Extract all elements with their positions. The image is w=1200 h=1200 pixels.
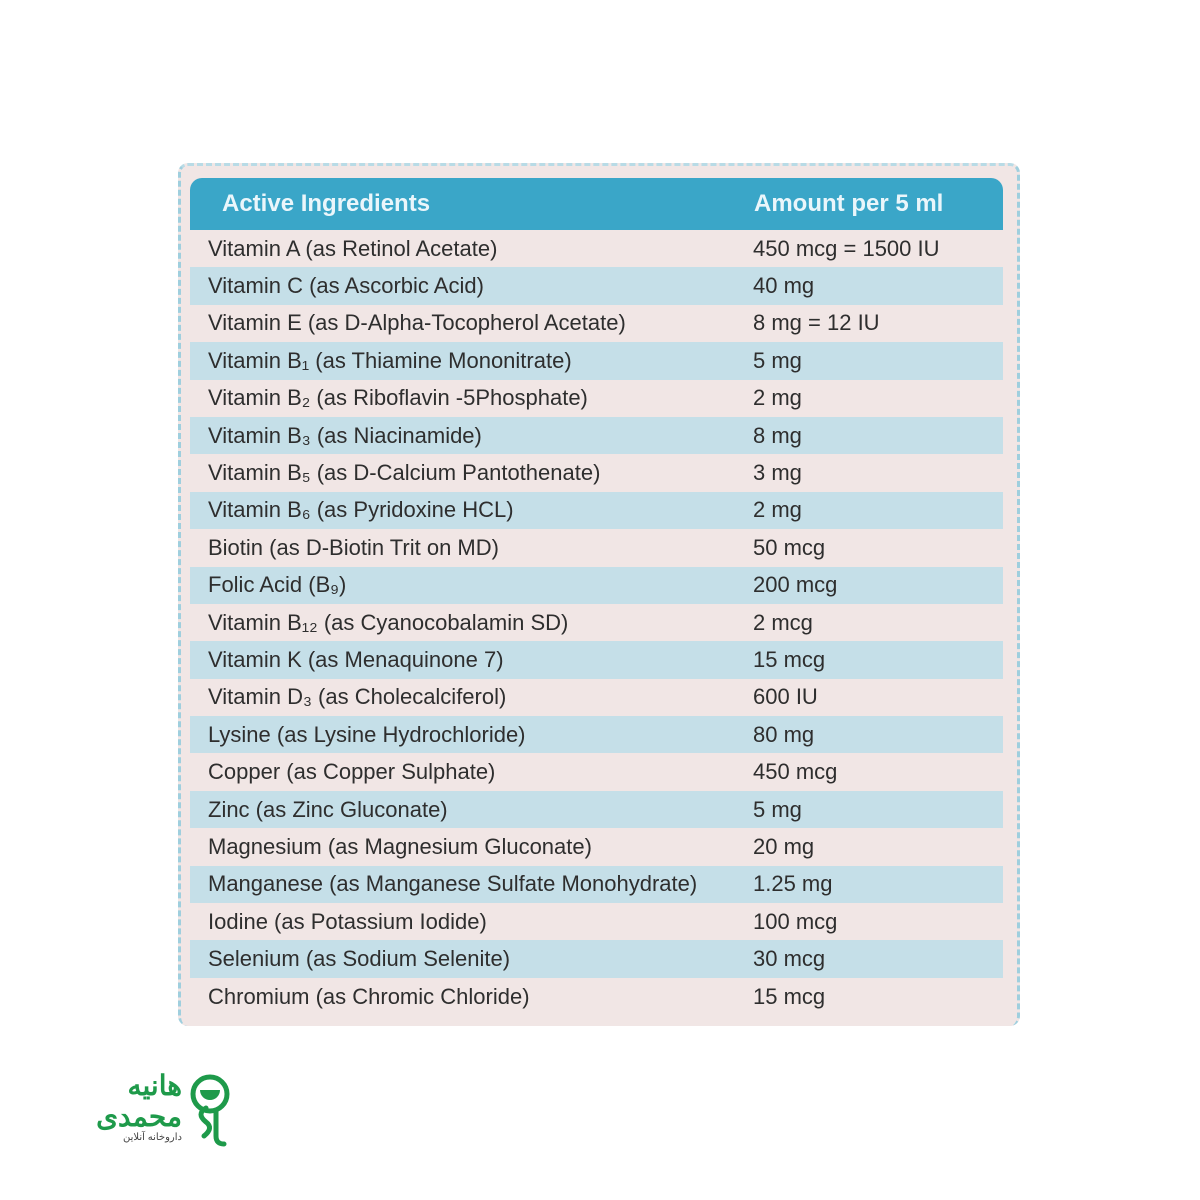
ingredient-amount: 600 IU bbox=[753, 684, 818, 710]
ingredient-name: Zinc (as Zinc Gluconate) bbox=[208, 796, 448, 822]
ingredient-amount: 2 mg bbox=[753, 497, 802, 523]
ingredient-amount: 100 mcg bbox=[753, 908, 838, 934]
table-row bbox=[190, 679, 1003, 716]
table-row bbox=[190, 230, 1003, 267]
table-row bbox=[190, 791, 1003, 828]
ingredient-amount: 2 mcg bbox=[753, 609, 813, 635]
table-row bbox=[190, 380, 1003, 417]
table-row bbox=[190, 454, 1003, 491]
ingredient-name: Iodine (as Potassium Iodide) bbox=[208, 908, 487, 934]
logo-subtitle: داروخانه آنلاین bbox=[123, 1132, 182, 1143]
ingredient-amount: 3 mg bbox=[753, 460, 802, 486]
table-row bbox=[190, 940, 1003, 977]
ingredient-amount: 5 mg bbox=[753, 796, 802, 822]
ingredient-amount: 1.25 mg bbox=[753, 871, 833, 897]
ingredient-amount: 80 mg bbox=[753, 721, 815, 747]
ingredient-amount: 30 mcg bbox=[753, 946, 826, 972]
ingredient-name: Vitamin C (as Ascorbic Acid) bbox=[208, 273, 484, 299]
ingredient-name: Copper (as Copper Sulphate) bbox=[208, 759, 496, 785]
table-row bbox=[190, 342, 1003, 379]
ingredient-amount: 8 mg bbox=[753, 422, 802, 448]
table-row bbox=[190, 866, 1003, 903]
table-row bbox=[190, 716, 1003, 753]
ingredient-name: Vitamin B₃ (as Niacinamide) bbox=[208, 422, 482, 448]
table-row bbox=[190, 305, 1003, 342]
table-row bbox=[190, 903, 1003, 940]
ingredient-name: Vitamin A (as Retinol Acetate) bbox=[208, 235, 498, 261]
ingredient-name: Chromium (as Chromic Chloride) bbox=[208, 983, 530, 1009]
ingredient-name: Vitamin B₁₂ (as Cyanocobalamin SD) bbox=[208, 609, 569, 635]
ingredient-name: Vitamin B₅ (as D-Calcium Pantothenate) bbox=[208, 460, 601, 486]
ingredient-name: Vitamin D₃ (as Cholecalciferol) bbox=[208, 684, 507, 710]
ingredients-table bbox=[190, 178, 1003, 1015]
ingredient-amount: 8 mg = 12 IU bbox=[753, 310, 880, 336]
ingredient-amount: 2 mg bbox=[753, 385, 802, 411]
ingredient-amount: 200 mcg bbox=[753, 572, 838, 598]
table-row bbox=[190, 492, 1003, 529]
table-body bbox=[190, 230, 1003, 1015]
ingredient-amount: 450 mcg = 1500 IU bbox=[753, 235, 940, 261]
ingredient-amount: 20 mg bbox=[753, 833, 815, 859]
table-row bbox=[190, 828, 1003, 865]
ingredient-name: Selenium (as Sodium Selenite) bbox=[208, 946, 511, 972]
header-ingredients: Active Ingredients bbox=[222, 190, 431, 217]
table-row bbox=[190, 641, 1003, 678]
logo-name-line2: محمدی bbox=[96, 1101, 182, 1132]
ingredient-name: Vitamin B₁ (as Thiamine Mononitrate) bbox=[208, 347, 572, 373]
table-row bbox=[190, 978, 1003, 1015]
ingredient-amount: 50 mcg bbox=[753, 534, 826, 560]
table-row bbox=[190, 417, 1003, 454]
ingredient-name: Biotin (as D-Biotin Trit on MD) bbox=[208, 534, 499, 560]
ingredient-name: Vitamin B₆ (as Pyridoxine HCL) bbox=[208, 497, 514, 523]
ingredient-amount: 40 mg bbox=[753, 273, 815, 299]
ingredient-name: Magnesium (as Magnesium Gluconate) bbox=[208, 833, 592, 859]
table-row bbox=[190, 567, 1003, 604]
table-header bbox=[190, 178, 1003, 230]
ingredient-name: Lysine (as Lysine Hydrochloride) bbox=[208, 721, 526, 747]
logo-name-line1: هانیه bbox=[127, 1070, 182, 1101]
ingredient-name: Vitamin K (as Menaquinone 7) bbox=[208, 646, 504, 672]
ingredient-name: Manganese (as Manganese Sulfate Monohydrate) bbox=[208, 871, 698, 897]
table-row bbox=[190, 604, 1003, 641]
ingredient-name: Vitamin E (as D-Alpha-Tocopherol Acetate) bbox=[208, 310, 626, 336]
ingredient-name: Vitamin B₂ (as Riboflavin -5Phosphate) bbox=[208, 385, 588, 411]
ingredient-amount: 450 mcg bbox=[753, 759, 838, 785]
brand-logo bbox=[54, 1070, 234, 1150]
ingredient-amount: 5 mg bbox=[753, 347, 802, 373]
table-row bbox=[190, 267, 1003, 304]
table-row bbox=[190, 529, 1003, 566]
header-amount: Amount per 5 ml bbox=[754, 190, 944, 217]
ingredient-amount: 15 mcg bbox=[753, 646, 826, 672]
table-row bbox=[190, 753, 1003, 790]
ingredient-amount: 15 mcg bbox=[753, 983, 826, 1009]
ingredient-name: Folic Acid (B₉) bbox=[208, 572, 347, 598]
